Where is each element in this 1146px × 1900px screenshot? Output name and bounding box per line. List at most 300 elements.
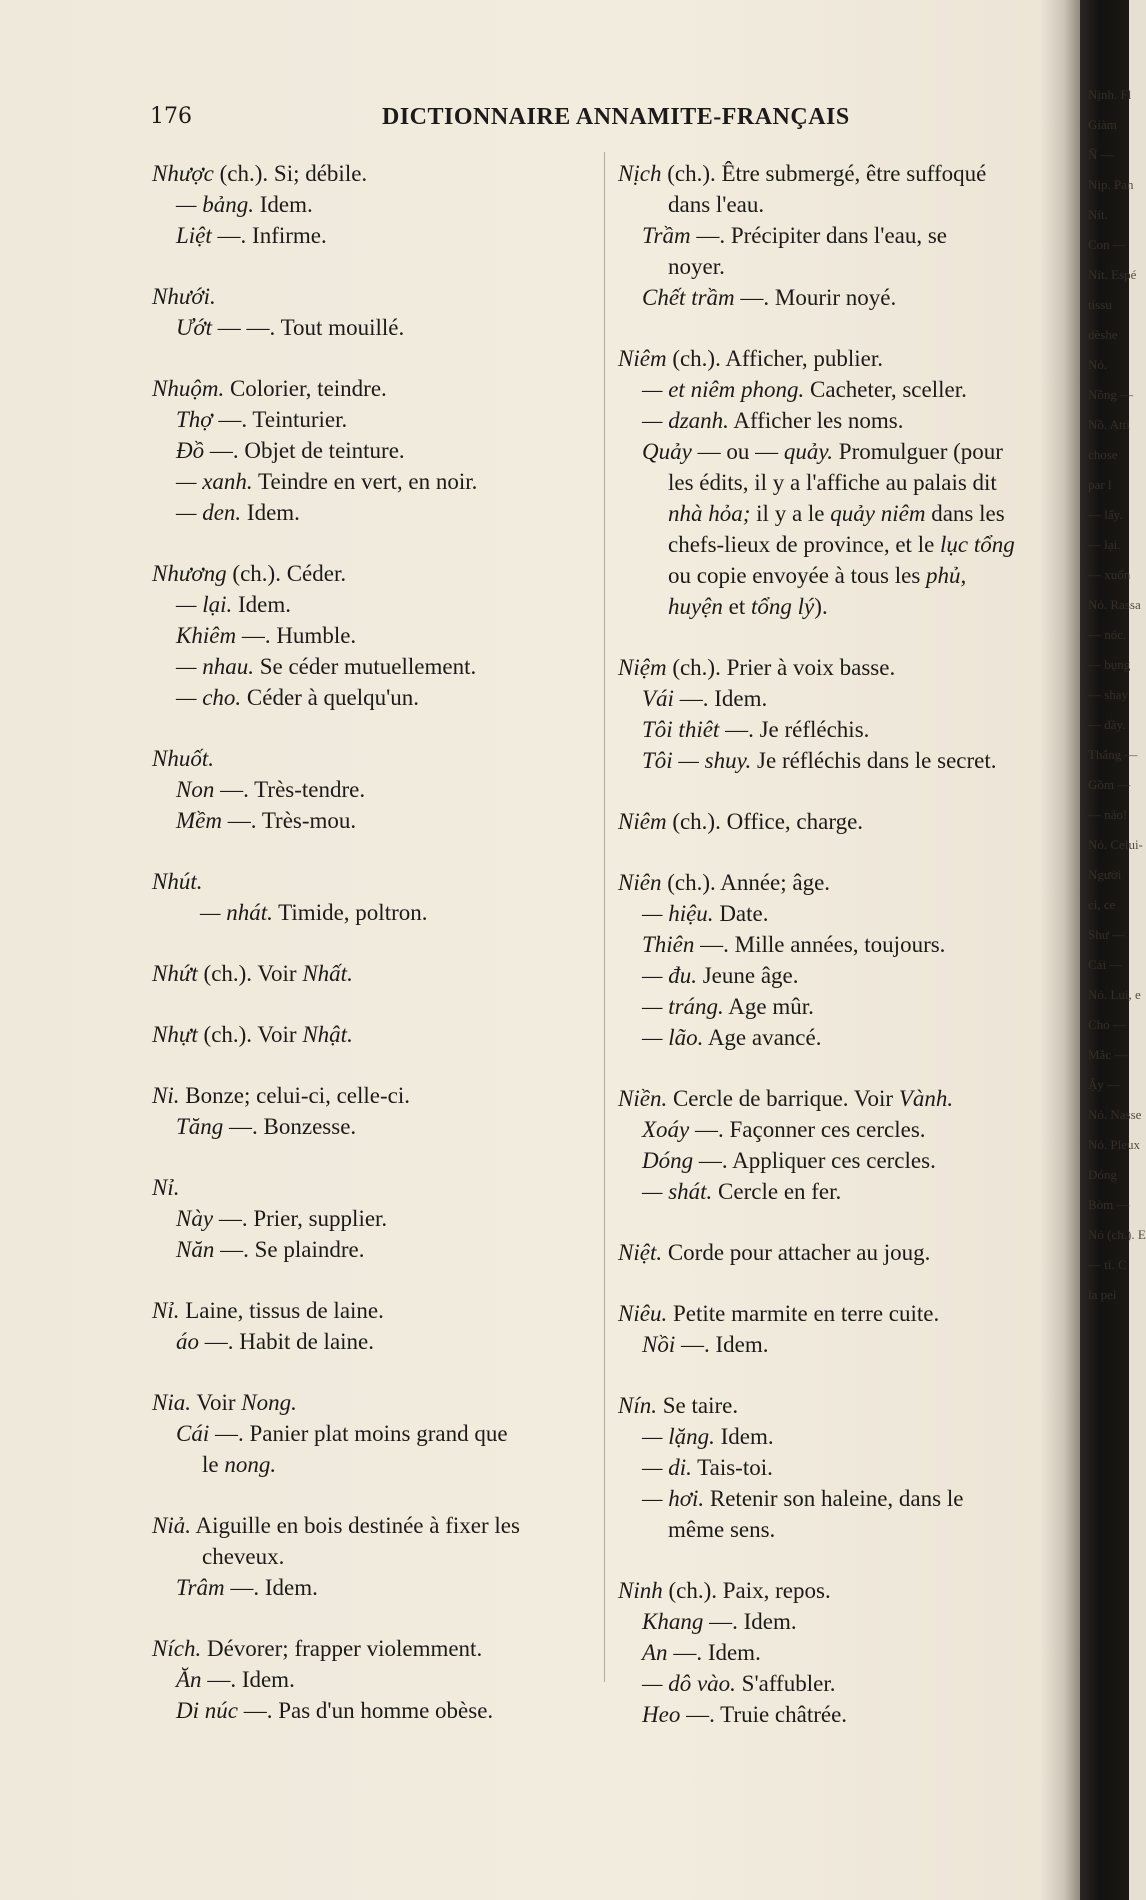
italic-fragment: lục tổng xyxy=(940,532,1015,557)
sub-term: — dzanh. xyxy=(642,408,729,433)
sub-definition: —. Très-tendre. xyxy=(214,777,366,802)
facing-page-fragment: — lại. xyxy=(1088,537,1121,552)
cross-reference: Nhật. xyxy=(302,1022,353,1047)
sub-definition-more: Promulguer (pour xyxy=(833,439,1003,464)
sub-definition: —. Bonzesse. xyxy=(223,1114,357,1139)
sub-definition: —. Pas d'un homme obèse. xyxy=(237,1698,494,1723)
sub-definition: Idem. xyxy=(232,592,291,617)
sub-term: — shát. xyxy=(642,1179,713,1204)
continuation-text: les édits, il y a l'affiche au palais dit xyxy=(668,470,997,495)
sub-term: — xanh. xyxy=(176,469,253,494)
entry-headword-line xyxy=(618,652,1058,683)
page-number: 176 xyxy=(150,104,192,129)
sub-definition: —. Mourir noyé. xyxy=(734,285,897,310)
sub-definition: Cacheter, sceller. xyxy=(804,377,967,402)
sub-term: — hiệu. xyxy=(642,901,714,926)
facing-page-fragment: Giàm xyxy=(1088,117,1117,132)
sub-definition: —. Se plaindre. xyxy=(214,1237,365,1262)
sub-term: Đồ xyxy=(176,438,205,463)
sub-term: Ăn xyxy=(176,1667,202,1692)
sub-term: Mềm xyxy=(176,808,222,833)
headword: Niền. xyxy=(618,1086,668,1111)
definition: (ch.). Si; débile. xyxy=(213,161,368,186)
sub-term: Khiêm xyxy=(176,623,237,648)
sub-term: Thợ xyxy=(176,407,213,432)
sub-term: Tăng xyxy=(176,1114,224,1139)
sub-entry xyxy=(152,404,602,435)
sub-definition: Retenir son haleine, dans le xyxy=(704,1486,964,1511)
dictionary-entry xyxy=(618,1390,1058,1545)
facing-page-fragment: Nồng — xyxy=(1088,387,1134,402)
facing-page-fragment: Nồ. Atti xyxy=(1088,417,1130,432)
headword: Nia. xyxy=(152,1390,191,1415)
facing-page-fragment: Cho — xyxy=(1088,1017,1126,1032)
sub-entry xyxy=(618,1637,1058,1668)
entry-headword-line xyxy=(152,958,602,989)
extended-definition-line xyxy=(618,529,1058,560)
sub-entry-continuation xyxy=(618,1514,1058,1545)
sub-definition: —. Idem. xyxy=(675,1332,769,1357)
sub-definition: —. Idem. xyxy=(673,686,768,711)
italic-fragment: quảy niêm xyxy=(830,501,926,526)
facing-page-fragment: Nỏ. Rassa xyxy=(1088,597,1141,612)
sub-definition: —. Idem. xyxy=(703,1609,797,1634)
dictionary-entry xyxy=(618,1083,1058,1207)
sub-entry xyxy=(618,1483,1058,1514)
sub-term-italic: niêm phong. xyxy=(690,377,805,402)
cross-reference: Nong. xyxy=(241,1390,297,1415)
definition: (ch.). Céder. xyxy=(226,561,347,586)
dictionary-entry xyxy=(152,743,602,836)
sub-term: — di. xyxy=(642,1455,692,1480)
sub-term: Liệt xyxy=(176,223,212,248)
sub-term: Di núc xyxy=(176,1698,238,1723)
facing-page-fragment: — nảo! xyxy=(1088,807,1128,822)
facing-page-fragment: Dóng xyxy=(1088,1167,1117,1182)
facing-page-fragments xyxy=(1088,80,1146,1680)
sub-entry xyxy=(618,898,1058,929)
headword: Nhưới. xyxy=(152,284,216,309)
facing-page-fragment: Ñ — xyxy=(1088,147,1114,162)
facing-page-fragment: Nỏ. Nasse xyxy=(1088,1107,1142,1122)
facing-page-fragment: Bòm — xyxy=(1088,1197,1130,1212)
sub-definition: —. Façonner ces cercles. xyxy=(689,1117,926,1142)
sub-term: Tôi thiêt xyxy=(642,717,720,742)
sub-entry xyxy=(618,220,1058,251)
cross-reference: Nhất. xyxy=(302,961,353,986)
definition: (ch.). Office, charge. xyxy=(666,809,864,834)
headword: Nỉ. xyxy=(152,1298,180,1323)
sub-definition: —. Panier plat moins grand que xyxy=(209,1421,508,1446)
sub-definition: —. Infirme. xyxy=(211,223,327,248)
sub-entry xyxy=(618,436,1058,467)
sub-definition: Date. xyxy=(713,901,769,926)
headword: Ních. xyxy=(152,1636,202,1661)
sub-term: Tôi — shuy. xyxy=(642,748,752,773)
facing-page-fragment: — bụng xyxy=(1088,657,1131,672)
sub-term: Cái xyxy=(176,1421,210,1446)
headword: Nỉ. xyxy=(152,1175,180,1200)
sub-term: Heo xyxy=(642,1702,681,1727)
dictionary-entry xyxy=(152,1019,602,1050)
facing-page-fragment: ci, ce xyxy=(1088,897,1116,912)
extended-definition-line xyxy=(618,560,1058,591)
facing-page-fragment: — xuổn xyxy=(1088,567,1131,582)
sub-term: — et xyxy=(642,377,691,402)
dictionary-entry xyxy=(618,158,1058,313)
sub-entry xyxy=(618,1022,1058,1053)
headword: Ni. xyxy=(152,1083,180,1108)
sub-entry xyxy=(152,1418,602,1449)
facing-page-fragment: — ti. C xyxy=(1088,1257,1127,1272)
dictionary-entry xyxy=(152,958,602,989)
facing-page-fragment: par l xyxy=(1088,477,1112,492)
sub-term: Non xyxy=(176,777,215,802)
sub-entry xyxy=(152,435,602,466)
page-header xyxy=(150,104,850,134)
sub-definition: —. Idem. xyxy=(224,1575,318,1600)
sub-entry xyxy=(152,620,602,651)
sub-entry xyxy=(618,282,1058,313)
headword: Niên xyxy=(618,870,662,895)
sub-term: Vái xyxy=(642,686,674,711)
sub-definition: —. Habit de laine. xyxy=(199,1329,375,1354)
facing-page-fragment: Nịnh. Fl xyxy=(1088,87,1132,102)
sub-term: — tráng. xyxy=(642,994,724,1019)
sub-term: Xoáy xyxy=(642,1117,690,1142)
facing-page-fragment: — shay xyxy=(1088,687,1129,702)
sub-term: Trầm xyxy=(642,223,691,248)
sub-definition: S'affubler. xyxy=(735,1671,836,1696)
sub-entry xyxy=(618,960,1058,991)
headword: Nhút. xyxy=(152,869,203,894)
dictionary-entry xyxy=(152,1172,602,1265)
sub-definition: Teindre en vert, en noir. xyxy=(252,469,478,494)
dictionary-entry xyxy=(152,558,602,713)
sub-term: — lại. xyxy=(176,592,233,617)
text-fragment: il y a le xyxy=(750,501,831,526)
entry-headword-line xyxy=(152,1387,602,1418)
sub-term: Quảy xyxy=(642,439,692,464)
dictionary-entry xyxy=(152,158,602,251)
sub-definition: Idem. xyxy=(241,500,300,525)
sub-entry xyxy=(152,1572,602,1603)
definition-continuation: dans l'eau. xyxy=(668,192,765,217)
sub-definition: —. Prier, supplier. xyxy=(213,1206,388,1231)
continuation-text: le xyxy=(202,1452,225,1477)
sub-term: — lặng. xyxy=(642,1424,715,1449)
column-divider xyxy=(604,152,605,1682)
sub-term: áo xyxy=(176,1329,199,1354)
left-column xyxy=(152,158,602,1756)
sub-definition: Idem. xyxy=(253,192,313,217)
sub-definition: —. Objet de teinture. xyxy=(204,438,405,463)
dictionary-entry xyxy=(152,1387,602,1480)
continuation-italic: nong. xyxy=(224,1452,277,1477)
sub-term: — nhát. xyxy=(200,900,273,925)
sub-term: — lão. xyxy=(642,1025,704,1050)
sub-definition: —. Précipiter dans l'eau, se xyxy=(690,223,948,248)
sub-definition: Afficher les noms. xyxy=(728,408,904,433)
sub-entry xyxy=(152,220,602,251)
facing-page-fragment: Nít. xyxy=(1088,207,1108,222)
sub-entry xyxy=(152,1111,602,1142)
dictionary-entry xyxy=(152,373,602,528)
sub-entry xyxy=(152,682,602,713)
sub-definition: Céder à quelqu'un. xyxy=(241,685,420,710)
sub-definition: Age mûr. xyxy=(723,994,814,1019)
sub-entry xyxy=(618,1114,1058,1145)
facing-page-fragment: tissu xyxy=(1088,297,1112,312)
sub-term: Thiên xyxy=(642,932,695,957)
sub-term: Này xyxy=(176,1206,214,1231)
sub-term: Năn xyxy=(176,1237,215,1262)
headword: Niả. xyxy=(152,1513,191,1538)
sub-term: — đu. xyxy=(642,963,697,988)
headword: Nhuốt. xyxy=(152,746,214,771)
facing-page-fragment: — nóc. xyxy=(1088,627,1127,642)
facing-page-fragment: Nít. Espé xyxy=(1088,267,1137,282)
headword: Nhược xyxy=(152,161,214,186)
facing-page-fragment: la pei xyxy=(1088,1287,1117,1302)
facing-page-fragment: Nỏ (ch.). E xyxy=(1088,1227,1146,1242)
headword: Nhuộm. xyxy=(152,376,225,401)
entry-headword-line xyxy=(618,1575,1058,1606)
facing-page-fragment: Thắng — xyxy=(1088,747,1138,762)
sub-entry xyxy=(152,1695,602,1726)
sub-definition: Se céder mutuellement. xyxy=(253,654,477,679)
text-fragment: ). xyxy=(814,594,828,619)
definition-continuation: cheveux. xyxy=(202,1544,285,1569)
dictionary-entry xyxy=(152,1080,602,1142)
definition: (ch.). Être submergé, être suffoqué xyxy=(661,161,987,186)
definition: (ch.). Prier à voix basse. xyxy=(666,655,896,680)
headword: Nhựt xyxy=(152,1022,198,1047)
sub-entry xyxy=(618,714,1058,745)
sub-term: Nồi xyxy=(642,1332,676,1357)
sub-definition: —. Truie châtrée. xyxy=(680,1702,848,1727)
facing-page-fragment: Nỏ. Lui, e xyxy=(1088,987,1141,1002)
sub-definition: —. Teinturier. xyxy=(212,407,348,432)
headword: Niêm xyxy=(618,809,667,834)
definition: Se taire. xyxy=(656,1393,739,1418)
sub-entry xyxy=(618,683,1058,714)
definition: Corde pour attacher au joug. xyxy=(662,1240,931,1265)
sub-term: Dóng xyxy=(642,1148,694,1173)
entry-headword-line xyxy=(618,1390,1058,1421)
sub-entry xyxy=(618,1452,1058,1483)
sub-definition: Timide, poltron. xyxy=(272,900,428,925)
entry-headword-line xyxy=(152,1019,602,1050)
headword: Ninh xyxy=(618,1578,663,1603)
sub-definition: —. Idem. xyxy=(201,1667,295,1692)
entry-headword-line xyxy=(618,1298,1058,1329)
continuation-text: noyer. xyxy=(668,254,725,279)
definition: Voir xyxy=(190,1390,242,1415)
definition: (ch.). Paix, repos. xyxy=(662,1578,831,1603)
sub-definition: Je réfléchis dans le secret. xyxy=(751,748,997,773)
definition: Petite marmite en terre cuite. xyxy=(667,1301,940,1326)
headword: Nịch xyxy=(618,161,662,186)
right-column xyxy=(618,158,1058,1760)
sub-entry-continuation xyxy=(152,1449,602,1480)
sub-definition: Cercle en fer. xyxy=(712,1179,842,1204)
italic-fragment: nhà hỏa; xyxy=(668,501,751,526)
italic-fragment: tổng lý xyxy=(751,594,815,619)
sub-definition: Jeune âge. xyxy=(696,963,799,988)
sub-entry xyxy=(618,1176,1058,1207)
definition: Aiguille en bois destinée à fixer les xyxy=(190,1513,520,1538)
sub-definition: — —. Tout mouillé. xyxy=(212,315,405,340)
running-title: DICTIONNAIRE ANNAMITE-FRANÇAIS xyxy=(382,104,850,130)
facing-page-fragment: Nỏ. xyxy=(1088,357,1108,372)
facing-page-fragment: Cái — xyxy=(1088,957,1123,972)
sub-entry xyxy=(618,1699,1058,1730)
dictionary-entry xyxy=(618,1575,1058,1730)
facing-page-fragment: Gồm — xyxy=(1088,777,1131,792)
sub-term: Trâm xyxy=(176,1575,225,1600)
headword: Niệm xyxy=(618,655,667,680)
sub-entry xyxy=(618,745,1058,776)
facing-page-fragment: Nỏ. Celui- xyxy=(1088,837,1143,852)
sub-definition: —. Idem. xyxy=(667,1640,761,1665)
sub-term: — nhau. xyxy=(176,654,254,679)
facing-page-fragment: dèshe xyxy=(1088,327,1118,342)
dictionary-entry xyxy=(152,281,602,343)
definition: Laine, tissus de laine. xyxy=(179,1298,384,1323)
extended-definition-line xyxy=(618,591,1058,622)
definition: (ch.). Afficher, publier. xyxy=(666,346,884,371)
sub-entry xyxy=(618,1606,1058,1637)
sub-term: An xyxy=(642,1640,668,1665)
facing-page-fragment: Nỏ. Pleux xyxy=(1088,1137,1140,1152)
facing-page-fragment: Người xyxy=(1088,867,1122,882)
headword: Niệt. xyxy=(618,1240,663,1265)
dictionary-entry xyxy=(618,806,1058,837)
sub-entry xyxy=(152,1234,602,1265)
cross-reference: Vành. xyxy=(898,1086,954,1111)
entry-headword-line xyxy=(618,343,1058,374)
dictionary-entry xyxy=(618,652,1058,776)
sub-term: Ướt xyxy=(176,315,213,340)
sub-term: Khang xyxy=(642,1609,704,1634)
entry-headword-line xyxy=(152,1510,602,1541)
dictionary-entry xyxy=(152,1295,602,1357)
sub-entry xyxy=(152,1203,602,1234)
entry-headword-line xyxy=(152,1633,602,1664)
definition: (ch.). Voir xyxy=(197,961,303,986)
facing-page-fragment: — lấy. xyxy=(1088,507,1123,522)
definition: Bonze; celui-ci, celle-ci. xyxy=(179,1083,411,1108)
dictionary-entry xyxy=(618,1237,1058,1268)
sub-entry-continuation xyxy=(618,467,1058,498)
facing-page-fragment: Ậy — xyxy=(1088,1077,1121,1092)
dictionary-entry xyxy=(152,866,602,928)
sub-definition-italic: quảy. xyxy=(783,439,834,464)
sub-definition: —. Appliquer ces cercles. xyxy=(693,1148,936,1173)
facing-page-fragment: Mắc — xyxy=(1088,1047,1128,1062)
entry-headword-line xyxy=(618,1083,1058,1114)
extended-definition-line xyxy=(618,498,1058,529)
sub-definition: —. Très-mou. xyxy=(221,808,357,833)
entry-headword-line xyxy=(618,867,1058,898)
entry-headword-line xyxy=(152,866,602,897)
entry-headword-line xyxy=(152,281,602,312)
sub-definition: —. Mille années, toujours. xyxy=(694,932,946,957)
headword: Nhứt xyxy=(152,961,198,986)
sub-entry xyxy=(618,1145,1058,1176)
sub-term: — hơi. xyxy=(642,1486,705,1511)
definition: Colorier, teindre. xyxy=(224,376,387,401)
sub-entry xyxy=(618,1421,1058,1452)
sub-entry xyxy=(618,374,1058,405)
sub-definition: —. Je réfléchis. xyxy=(719,717,870,742)
text-fragment: dans les xyxy=(925,501,1005,526)
italic-fragment: huyện xyxy=(668,594,723,619)
sub-term: — cho. xyxy=(176,685,242,710)
definition: Cercle de barrique. Voir xyxy=(667,1086,899,1111)
entry-headword-line xyxy=(152,158,602,189)
entry-headword-line xyxy=(152,743,602,774)
sub-definition: — ou — xyxy=(691,439,784,464)
entry-headword-line xyxy=(618,158,1058,189)
sub-term: — dô vào. xyxy=(642,1671,736,1696)
sub-term: Chết trầm xyxy=(642,285,735,310)
sub-entry xyxy=(152,897,602,928)
entry-headword-line xyxy=(152,1295,602,1326)
dictionary-entry xyxy=(618,343,1058,622)
text-fragment: chefs-lieux de province, et le xyxy=(668,532,941,557)
sub-definition: Idem. xyxy=(714,1424,774,1449)
sub-entry xyxy=(618,991,1058,1022)
sub-definition: —. Humble. xyxy=(236,623,357,648)
sub-entry xyxy=(152,312,602,343)
sub-entry xyxy=(152,589,602,620)
text-fragment: et xyxy=(722,594,752,619)
entry-headword-line xyxy=(152,558,602,589)
entry-headword-line xyxy=(152,373,602,404)
dictionary-entry xyxy=(152,1510,602,1603)
dictionary-entry xyxy=(618,1298,1058,1360)
sub-entry xyxy=(152,1664,602,1695)
sub-entry xyxy=(618,1329,1058,1360)
definition: (ch.). Année; âge. xyxy=(661,870,831,895)
sub-entry xyxy=(152,805,602,836)
entry-headword-line xyxy=(152,1172,602,1203)
continuation-text: même sens. xyxy=(668,1517,776,1542)
sub-entry xyxy=(618,1668,1058,1699)
facing-page-fragment: — đầy. xyxy=(1088,717,1126,732)
sub-entry xyxy=(152,651,602,682)
dictionary-entry xyxy=(152,1633,602,1726)
sub-definition: Age avancé. xyxy=(703,1025,822,1050)
sub-entry xyxy=(152,774,602,805)
sub-term: — bảng. xyxy=(176,192,254,217)
entry-headword-line xyxy=(618,806,1058,837)
facing-page-fragment: Con — xyxy=(1088,237,1126,252)
facing-page-fragment: Shư — xyxy=(1088,927,1126,942)
headword: Niêu. xyxy=(618,1301,668,1326)
entry-headword-line xyxy=(618,1237,1058,1268)
facing-page-fragment: chose xyxy=(1088,447,1118,462)
sub-entry xyxy=(152,189,602,220)
headword: Nhương xyxy=(152,561,227,586)
sub-entry xyxy=(618,929,1058,960)
sub-entry xyxy=(152,466,602,497)
definition: Dévorer; frapper violemment. xyxy=(201,1636,483,1661)
italic-fragment: phủ, xyxy=(926,563,967,588)
sub-entry xyxy=(152,1326,602,1357)
